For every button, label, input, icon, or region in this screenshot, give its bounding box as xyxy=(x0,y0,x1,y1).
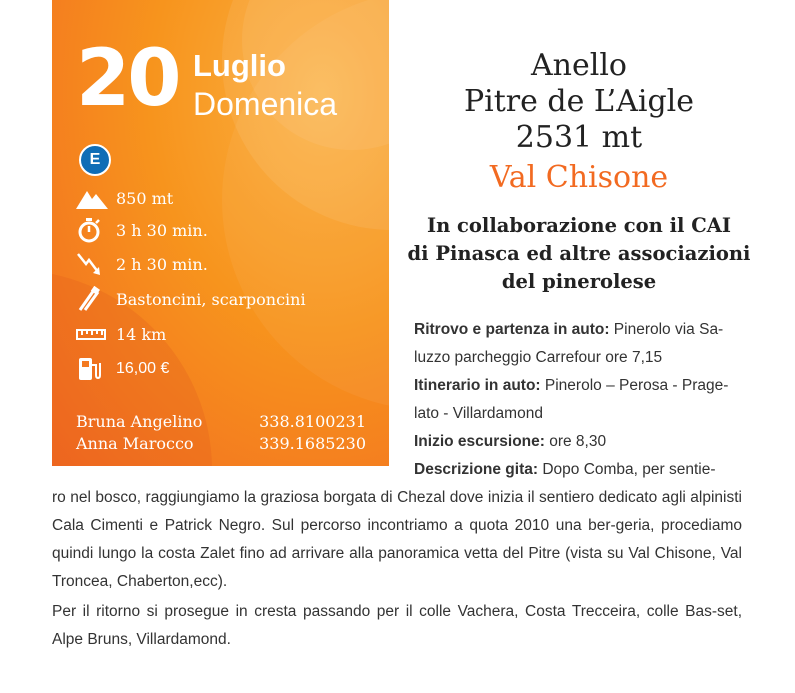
contact-name: Bruna Angelino xyxy=(76,412,203,431)
stat-text: 850 mt xyxy=(116,188,174,208)
trip-valley: Val Chisone xyxy=(489,160,669,195)
stat-text: 3 h 30 min. xyxy=(116,220,208,240)
stat-ascent-time xyxy=(76,216,208,244)
contact-row xyxy=(76,412,366,431)
contact-row xyxy=(76,434,366,453)
contact-phone: 339.1685230 xyxy=(259,434,366,453)
collaboration-note xyxy=(400,212,758,296)
stat-elevation xyxy=(76,184,173,212)
title-line: 2531 mt xyxy=(515,120,643,155)
collab-line: In collaborazione con il CAI xyxy=(426,214,732,237)
stat-cost xyxy=(76,355,169,383)
collab-line: del pinerolese xyxy=(501,270,657,293)
fuel-pump-icon xyxy=(76,355,112,383)
start-value: ore 8,30 xyxy=(544,433,607,450)
stat-distance xyxy=(76,320,166,348)
contact-name: Anna Marocco xyxy=(76,434,194,453)
descent-arrow-icon xyxy=(76,250,112,278)
ruler-icon xyxy=(76,320,112,348)
contact-phone: 338.8100231 xyxy=(259,412,366,431)
itinerary-value-cont: lato - Villardamond xyxy=(414,405,543,422)
trip-title xyxy=(400,48,758,156)
mountain-icon xyxy=(76,184,112,212)
stat-text: 14 km xyxy=(116,324,167,344)
itinerary-value: Pinerolo – Perosa - Prage- xyxy=(540,377,729,394)
description-text: ro nel bosco, raggiungiamo la graziosa borgata di Chezal dove inizia il sentiero dedicato agli alpinisti Cala Cimenti e Patrick Negro. Sul percorso incontriamo a quota 2010 una ber-geria, procediamo quindi lungo la costa Zalet fino ad arrivare alla panoramica vetta del Pitre (vista su Val Chisone, Val Troncea, Chaberton,ecc). xyxy=(52,489,742,590)
stat-text: 2 h 30 min. xyxy=(116,254,208,274)
return-text: Per il ritorno si prosegue in cresta passando per il colle Vachera, Costa Trecceira, colle Bas-set, Alpe Bruns, Villardamond. xyxy=(52,603,742,648)
difficulty-badge: E xyxy=(79,144,111,176)
title-line: Anello xyxy=(531,48,627,83)
meeting-info xyxy=(414,316,744,484)
description-label: Descrizione gita: xyxy=(414,461,539,478)
event-card xyxy=(52,0,389,466)
itinerary-label: Itinerario in auto: xyxy=(414,377,541,394)
event-day: 20 xyxy=(76,34,179,124)
title-line: Pitre de L’Aigle xyxy=(463,84,695,119)
hiking-poles-icon xyxy=(76,285,112,313)
meeting-label: Ritrovo e partenza in auto: xyxy=(414,321,610,338)
stat-descent-time xyxy=(76,250,208,278)
event-month: Luglio xyxy=(193,48,286,83)
collab-line: di Pinasca ed altre associazioni xyxy=(407,242,751,265)
stat-text: 16,00 € xyxy=(116,360,170,377)
start-label: Inizio escursione: xyxy=(414,433,545,450)
description-start: Dopo Comba, per sentie- xyxy=(538,461,716,478)
stat-text: Bastoncini, scarponcini xyxy=(116,289,306,309)
stat-equipment xyxy=(76,285,306,313)
meeting-value-cont: luzzo parcheggio Carrefour ore 7,15 xyxy=(414,349,663,366)
stopwatch-icon xyxy=(76,216,112,244)
meeting-value: Pinerolo via Sa- xyxy=(609,321,724,338)
event-weekday: Domenica xyxy=(193,86,338,122)
